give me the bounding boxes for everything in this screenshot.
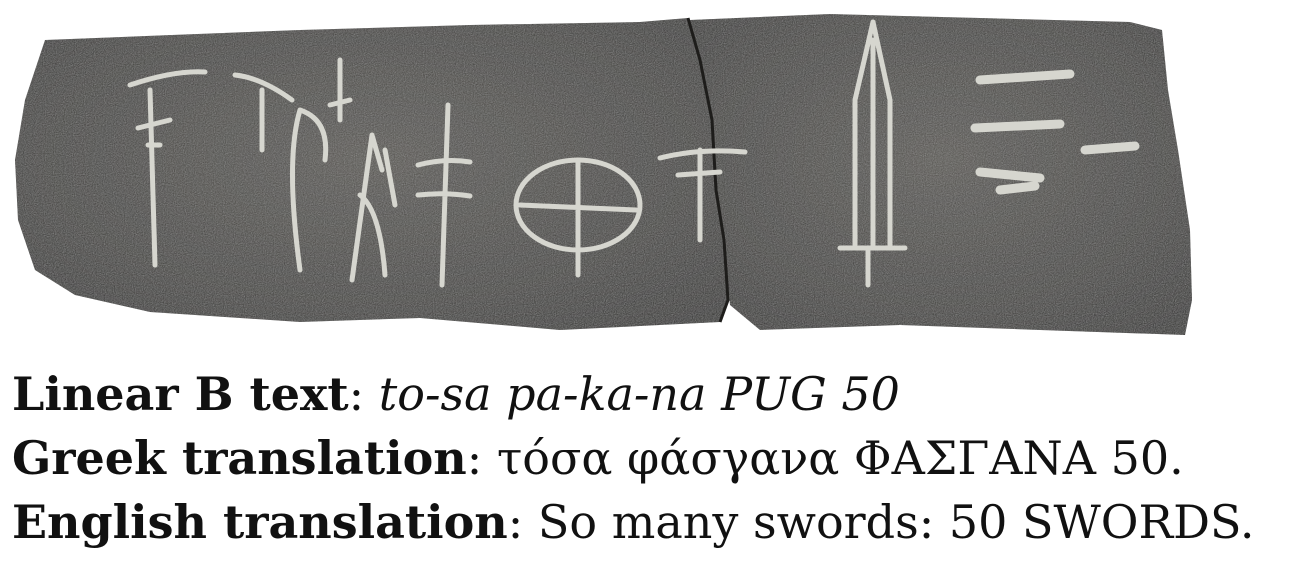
caption-value: to-sa pa-ka-na PUG 50 [378, 367, 900, 421]
caption-english [12, 492, 1288, 552]
caption-separator: : [507, 495, 538, 549]
caption-label: English translation [12, 495, 508, 549]
caption-separator: : [466, 431, 497, 485]
caption-linear-b [12, 364, 1288, 424]
caption-value: So many swords: 50 SWORDS. [537, 495, 1255, 549]
caption-separator: : [348, 367, 379, 421]
caption-value: τόσα φάσγανα ΦΑΣΓΑΝΑ 50. [496, 431, 1184, 485]
tablet-fragment-right [690, 14, 1192, 335]
caption-label: Greek translation [12, 431, 467, 485]
caption-label: Linear B text [12, 367, 349, 421]
caption-greek [12, 428, 1288, 488]
